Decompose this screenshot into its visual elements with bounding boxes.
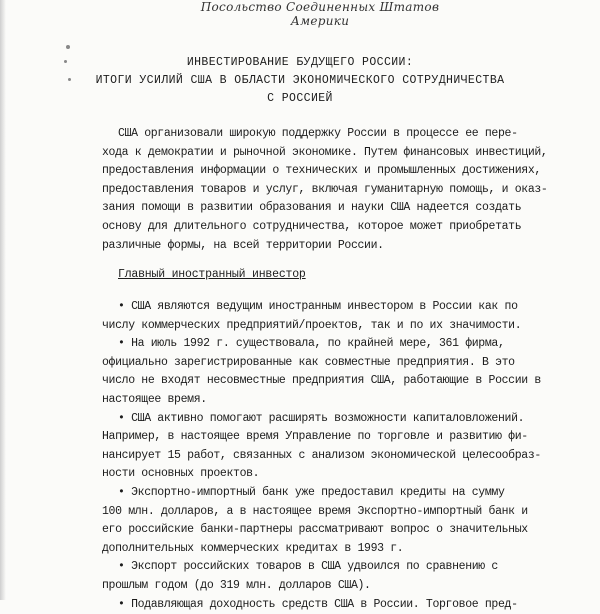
section-heading: Главный иностранный инвестор: [118, 268, 306, 281]
title-line: С РОССИЕЙ: [60, 90, 540, 108]
text-line: дополнительных коммерческих кредитах в 1993 г.: [102, 540, 580, 559]
text-line: основу для длительного сотрудничества, которое может приобретать: [102, 218, 580, 237]
text-line: прошлым годом (до 319 млн. долларов США).: [102, 577, 580, 596]
text-line: нансирует 15 работ, связанных с анализом экономической целесообраз-: [102, 447, 580, 466]
text-line: • США активно помогают расширять возможности капиталовложений.: [102, 410, 580, 429]
title-line: ИНВЕСТИРОВАНИЕ БУДУЩЕГО РОССИИ:: [60, 54, 540, 72]
text-line: предоставления товаров и услуг, включая гуманитарную помощь, и оказ-: [102, 181, 580, 200]
document-title: [60, 54, 540, 108]
text-line: • Подавляющая доходность средств США в России. Торговое пред-: [102, 596, 580, 614]
scan-speck: [66, 45, 70, 49]
text-line: хода к демократии и рыночной экономике. Путем финансовых инвестиций,: [102, 144, 580, 163]
bullet-item: [102, 596, 580, 614]
text-line: предоставления информации о технических и промышленных достижениях,: [102, 162, 580, 181]
title-line: ИТОГИ УСИЛИЙ США В ОБЛАСТИ ЭКОНОМИЧЕСКОГО СОТРУДНИЧЕСТВА: [60, 72, 540, 90]
scan-edge-shadow: [0, 0, 6, 600]
bullet-item: [102, 558, 580, 595]
text-line: • США являются ведущим иностранным инвестором в России как по: [102, 298, 580, 317]
bullet-item: [102, 298, 580, 335]
bullet-list: [102, 298, 580, 614]
text-line: число не входят несовместные предприятия США, работающие в России в: [102, 372, 580, 391]
text-line: 100 млн. долларов, а в настоящее время Экспортно-импортный банк и: [102, 503, 580, 522]
text-line: числу коммерческих предприятий/проектов, так и по их значимости.: [102, 317, 580, 336]
text-line: зания помощи в развитии образования и науки США надеется создать: [102, 199, 580, 218]
intro-paragraph: [102, 125, 580, 255]
text-line: • Экспорт российских товаров в США удвоился по сравнению с: [102, 558, 580, 577]
text-line: ности основных проектов.: [102, 465, 580, 484]
text-line: • На июль 1992 г. существовала, по крайней мере, 361 фирма,: [102, 335, 580, 354]
text-line: • Экспортно-импортный банк уже предоставил кредиты на сумму: [102, 484, 580, 503]
text-line: настоящее время.: [102, 391, 580, 410]
text-line: США организовали широкую поддержку России в процессе ее пере-: [102, 125, 580, 144]
text-line: его российские банки-партнеры рассматривают вопрос о значительных: [102, 521, 580, 540]
embassy-letterhead: Посольство Соединенных Штатов Америки: [180, 0, 460, 28]
bullet-item: [102, 335, 580, 409]
bullet-item: [102, 410, 580, 484]
bullet-item: [102, 484, 580, 558]
text-line: различные формы, на всей территории России.: [102, 237, 580, 256]
text-line: официально зарегистрированные как совместные предприятия. В это: [102, 354, 580, 373]
text-line: Например, в настоящее время Управление по торговле и развитию фи-: [102, 428, 580, 447]
